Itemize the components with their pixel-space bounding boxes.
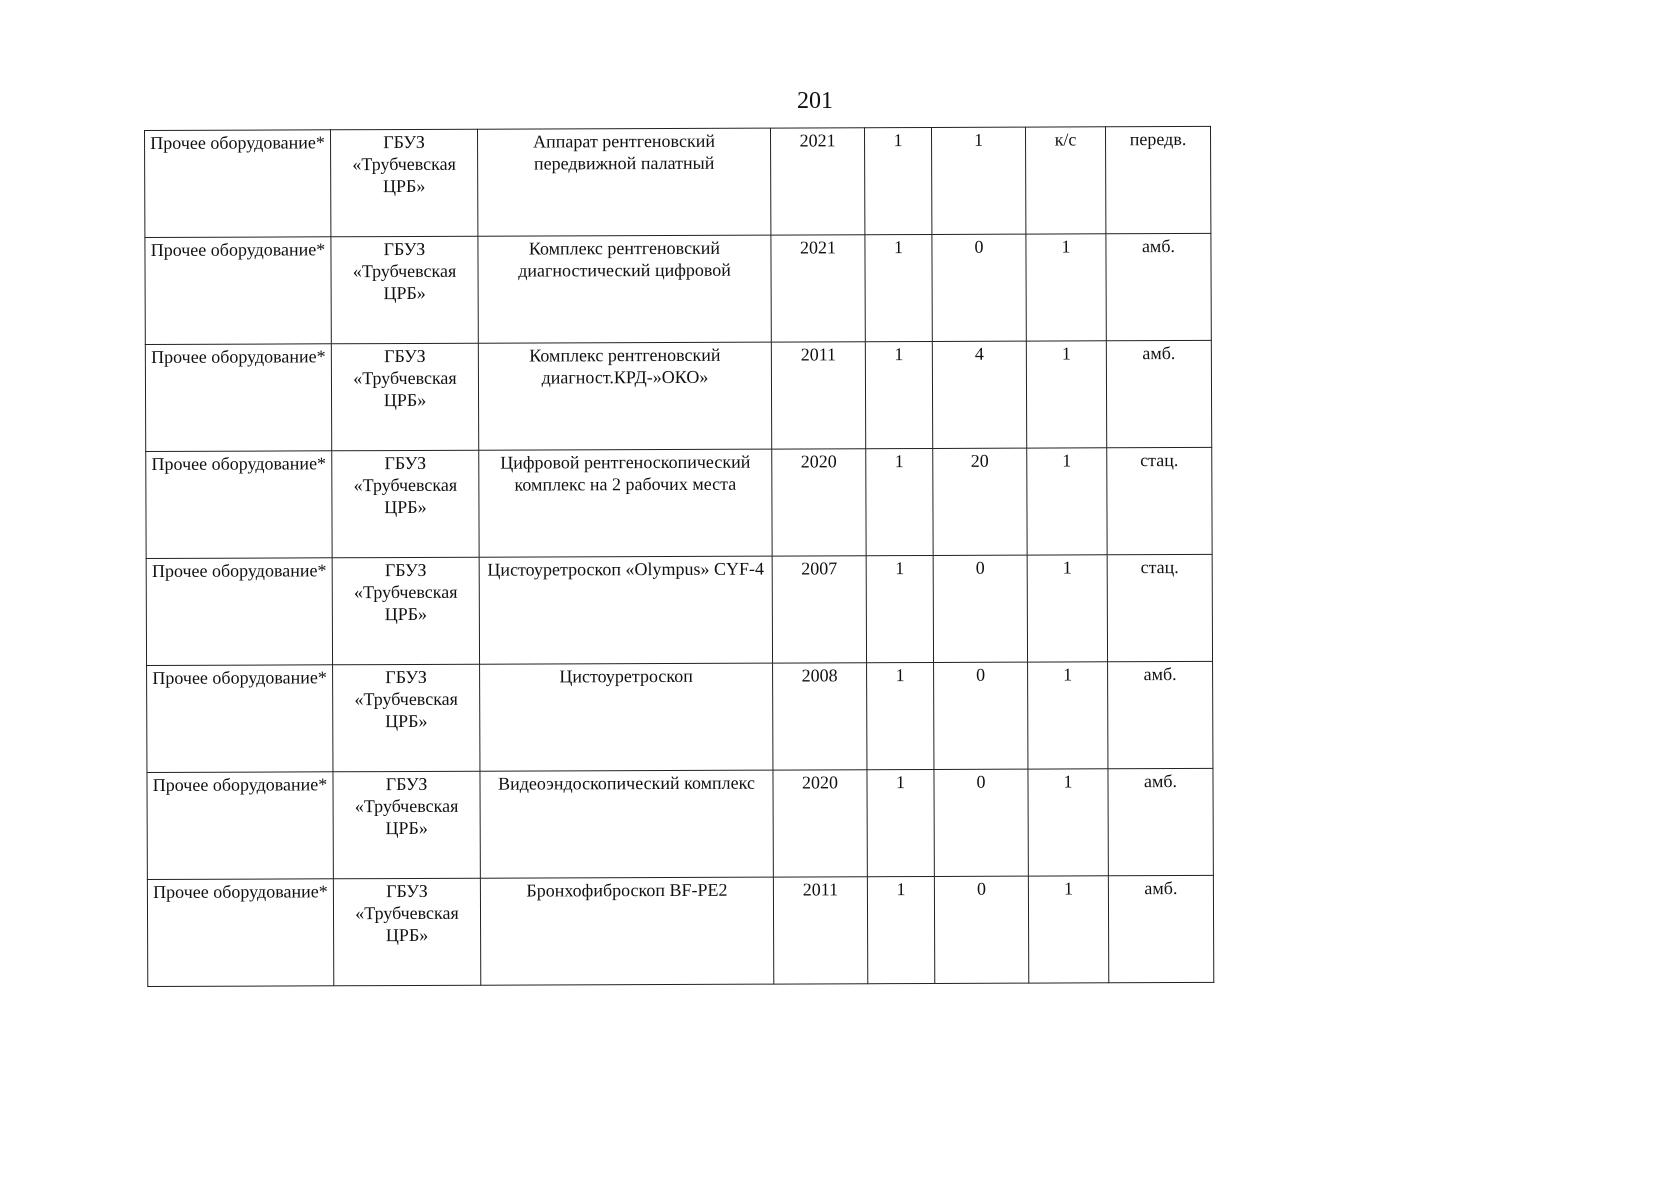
- equipment-category-cell: Прочее оборудование*: [147, 879, 333, 987]
- table-row: [147, 661, 1213, 772]
- equipment-name-cell: Цифровой рентгеноскопический комплекс на 2 рабочих места: [479, 449, 772, 557]
- service-type-cell: передв.: [1105, 126, 1210, 233]
- status-cell: 1: [1028, 662, 1108, 769]
- equipment-name-cell: Цистоуретроскоп: [480, 663, 773, 771]
- institution-cell: ГБУЗ «Трубчевская ЦРБ»: [332, 557, 479, 665]
- value-cell: 1: [931, 127, 1025, 234]
- quantity-cell: 1: [866, 555, 933, 662]
- service-type-cell: стац.: [1107, 447, 1212, 554]
- equipment-category-cell: Прочее оборудование*: [146, 558, 332, 666]
- service-type-cell: амб.: [1106, 233, 1211, 340]
- equipment-table: [144, 126, 1214, 987]
- institution-cell: ГБУЗ «Трубчевская ЦРБ»: [333, 771, 480, 879]
- equipment-name-cell: Аппарат рентгеновский передвижной палатный: [477, 128, 770, 236]
- institution-cell: ГБУЗ «Трубчевская ЦРБ»: [333, 878, 480, 986]
- service-type-cell: амб.: [1108, 661, 1213, 768]
- equipment-category-cell: Прочее оборудование*: [147, 665, 333, 773]
- service-type-cell: амб.: [1108, 768, 1213, 875]
- status-cell: к/с: [1025, 127, 1105, 234]
- quantity-cell: 1: [867, 662, 934, 769]
- page-number: 201: [797, 88, 833, 114]
- year-cell: 2008: [773, 663, 867, 770]
- status-cell: 1: [1027, 448, 1107, 555]
- value-cell: 20: [933, 448, 1027, 555]
- year-cell: 2011: [771, 342, 865, 449]
- equipment-category-cell: Прочее оборудование*: [147, 772, 333, 880]
- value-cell: 0: [934, 769, 1028, 876]
- quantity-cell: 1: [867, 769, 934, 876]
- institution-cell: ГБУЗ «Трубчевская ЦРБ»: [332, 450, 479, 558]
- equipment-category-cell: Прочее оборудование*: [145, 237, 331, 345]
- institution-cell: ГБУЗ «Трубчевская ЦРБ»: [331, 343, 478, 451]
- equipment-category-cell: Прочее оборудование*: [146, 451, 332, 559]
- year-cell: 2021: [770, 128, 864, 235]
- value-cell: 4: [932, 341, 1026, 448]
- status-cell: 1: [1026, 341, 1106, 448]
- status-cell: 1: [1026, 234, 1106, 341]
- table-row: [147, 768, 1213, 879]
- institution-cell: ГБУЗ «Трубчевская ЦРБ»: [331, 129, 478, 237]
- quantity-cell: 1: [865, 234, 932, 341]
- year-cell: 2007: [772, 556, 866, 663]
- year-cell: 2020: [772, 449, 866, 556]
- institution-cell: ГБУЗ «Трубчевская ЦРБ»: [331, 236, 478, 344]
- year-cell: 2011: [773, 877, 867, 984]
- equipment-name-cell: Комплекс рентгеновский диагност.КРД-»ОКО»: [478, 342, 771, 450]
- value-cell: 0: [932, 234, 1026, 341]
- service-type-cell: стац.: [1107, 554, 1212, 661]
- status-cell: 1: [1027, 555, 1107, 662]
- quantity-cell: 1: [867, 876, 934, 983]
- table-row: [146, 554, 1212, 665]
- table-row: [145, 340, 1211, 451]
- equipment-category-cell: Прочее оборудование*: [145, 130, 331, 238]
- value-cell: 0: [934, 876, 1028, 983]
- service-type-cell: амб.: [1108, 875, 1213, 982]
- table-row: [146, 447, 1212, 558]
- equipment-category-cell: Прочее оборудование*: [145, 344, 331, 452]
- equipment-name-cell: Цистоуретроскоп «Olympus» CYF-4: [479, 556, 772, 664]
- institution-cell: ГБУЗ «Трубчевская ЦРБ»: [333, 664, 480, 772]
- equipment-name-cell: Бронхофиброскоп BF-PE2: [480, 877, 773, 985]
- status-cell: 1: [1028, 876, 1108, 983]
- year-cell: 2020: [773, 770, 867, 877]
- status-cell: 1: [1028, 769, 1108, 876]
- equipment-name-cell: Видеоэндоскопический комплекс: [480, 770, 773, 878]
- quantity-cell: 1: [865, 341, 932, 448]
- year-cell: 2021: [771, 235, 865, 342]
- equipment-name-cell: Комплекс рентгеновский диагностический цифровой: [478, 235, 771, 343]
- value-cell: 0: [934, 662, 1028, 769]
- table-row: [147, 875, 1213, 986]
- value-cell: 0: [933, 555, 1027, 662]
- table-row: [145, 233, 1211, 344]
- quantity-cell: 1: [866, 448, 933, 555]
- service-type-cell: амб.: [1106, 340, 1211, 447]
- table-row: [145, 126, 1211, 237]
- quantity-cell: 1: [864, 127, 931, 234]
